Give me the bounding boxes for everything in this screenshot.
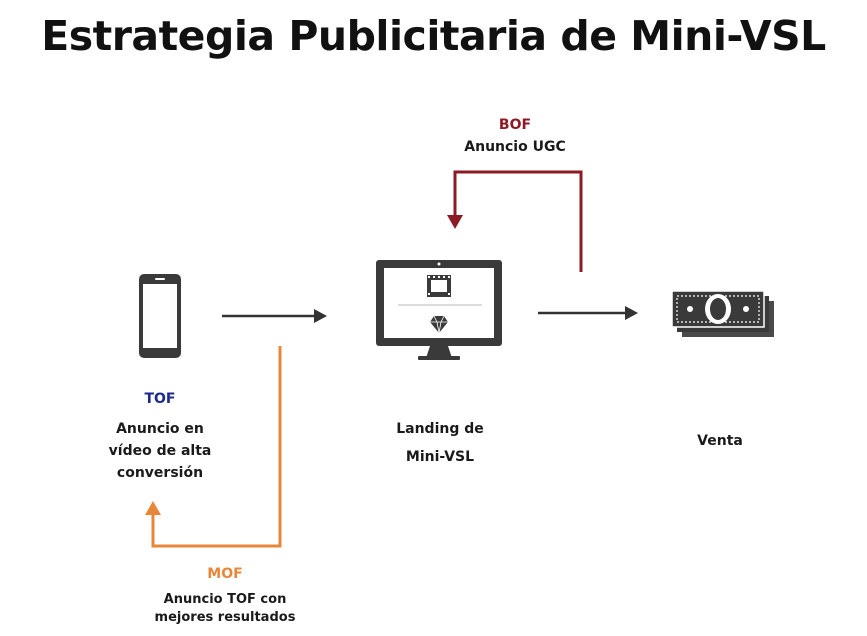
smartphone-icon [139,274,181,358]
arrow-tof-to-landing [222,309,327,323]
tof-line-3: conversión [116,465,204,481]
venta-label: Venta [697,433,743,449]
money-icon [672,291,774,337]
mof-label [140,563,310,627]
landing-label [360,415,520,471]
mof-line-1: Anuncio TOF con [163,592,287,607]
bof-tag: BOF [498,117,532,133]
bof-description: Anuncio UGC [464,139,566,155]
tof-tag: TOF [144,391,176,407]
tof-line-2: vídeo de alta [108,443,212,459]
film-icon [427,275,451,297]
landing-line-1: Landing de [396,421,484,437]
page-title: Estrategia Publicitaria de Mini-VSL [41,12,826,60]
mof-line-2: mejores resultados [154,610,296,625]
tof-label [85,388,235,484]
bof-label [440,114,590,158]
tof-line-1: Anuncio en [116,421,204,437]
arrow-landing-to-venta [538,306,638,320]
landing-line-2: Mini-VSL [405,449,475,465]
mof-tag: MOF [207,566,243,582]
bof-loop-arrow [447,172,581,272]
monitor-icon [376,260,502,360]
